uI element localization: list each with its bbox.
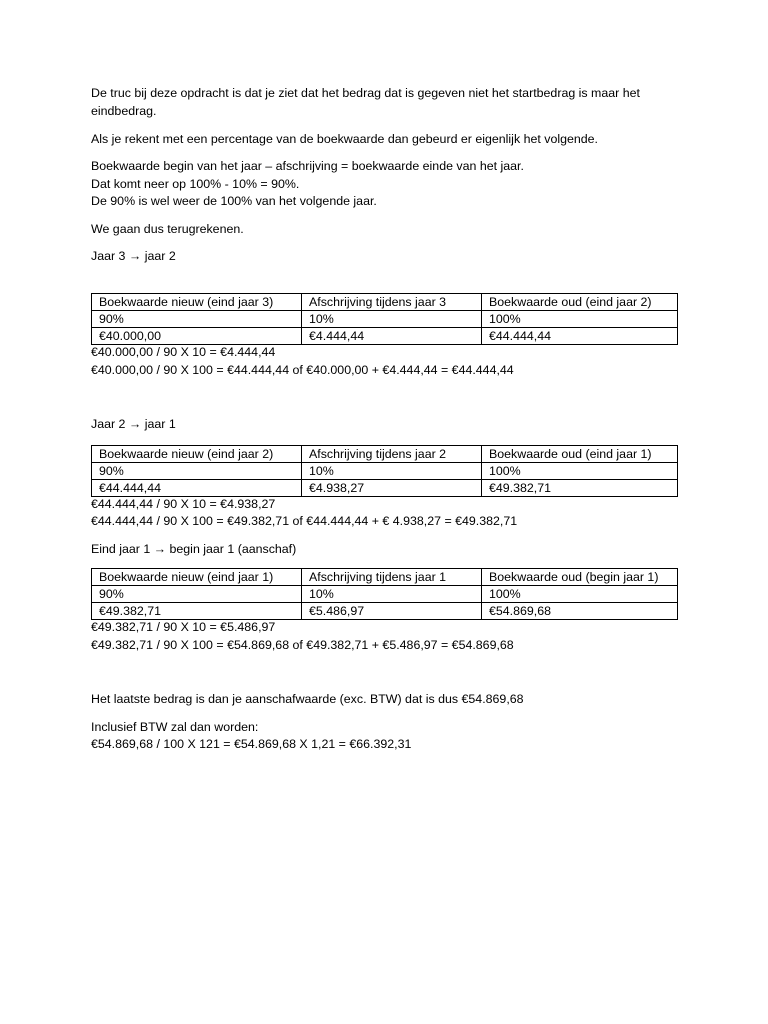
table-row (92, 463, 678, 480)
table-header-cell: Boekwaarde nieuw (eind jaar 1) (92, 569, 302, 586)
table-cell: 90% (92, 463, 302, 480)
intro-line-2: eindbedrag. (91, 104, 157, 118)
section-3-heading: Eind jaar 1 → begin jaar 1 (aanschaf) (91, 542, 297, 556)
intro-line-7: We gaan dus terugrekenen. (91, 222, 244, 236)
section-3-table (91, 568, 678, 620)
table-cell: 100% (482, 586, 678, 603)
section-3-calc-2: €49.382,71 / 90 X 100 = €54.869,68 of €49.382,71 + €5.486,97 = €54.869,68 (91, 638, 514, 652)
table-cell: 10% (302, 586, 482, 603)
table-cell: 100% (482, 463, 678, 480)
table-row (92, 586, 678, 603)
table-cell: €44.444,44 (482, 328, 678, 345)
table-header-cell: Afschrijving tijdens jaar 3 (302, 294, 482, 311)
table-cell: €40.000,00 (92, 328, 302, 345)
table-cell: €5.486,97 (302, 603, 482, 620)
conclusion-line-2: Inclusief BTW zal dan worden: (91, 720, 259, 734)
section-1-calc-1: €40.000,00 / 90 X 10 = €4.444,44 (91, 345, 276, 359)
table-cell: €49.382,71 (482, 480, 678, 497)
intro-line-1: De truc bij deze opdracht is dat je ziet dat het bedrag dat is gegeven niet het startbedrag is maar het (91, 86, 640, 100)
table-cell: 10% (302, 463, 482, 480)
table-cell: €4.938,27 (302, 480, 482, 497)
table-row (92, 311, 678, 328)
intro-line-4: Boekwaarde begin van het jaar – afschrijving = boekwaarde einde van het jaar. (91, 159, 524, 173)
intro-line-5: Dat komt neer op 100% - 10% = 90%. (91, 177, 300, 191)
table-cell: 90% (92, 586, 302, 603)
table-header-cell: Boekwaarde oud (eind jaar 1) (482, 446, 678, 463)
section-1-heading: Jaar 3 → jaar 2 (91, 249, 176, 263)
conclusion-line-3: €54.869,68 / 100 X 121 = €54.869,68 X 1,21 = €66.392,31 (91, 737, 412, 751)
section-2-heading: Jaar 2 → jaar 1 (91, 417, 176, 431)
table-cell: €44.444,44 (92, 480, 302, 497)
table-header-row (92, 294, 678, 311)
table-row (92, 603, 678, 620)
table-cell: 10% (302, 311, 482, 328)
section-2-calc-1: €44.444,44 / 90 X 10 = €4.938,27 (91, 497, 276, 511)
table-cell: €49.382,71 (92, 603, 302, 620)
table-row (92, 480, 678, 497)
section-1-calc-2: €40.000,00 / 90 X 100 = €44.444,44 of €40.000,00 + €4.444,44 = €44.444,44 (91, 363, 514, 377)
intro-line-6: De 90% is wel weer de 100% van het volgende jaar. (91, 194, 377, 208)
section-2-table (91, 445, 678, 497)
table-row (92, 328, 678, 345)
table-header-row (92, 569, 678, 586)
table-header-row (92, 446, 678, 463)
intro-line-3: Als je rekent met een percentage van de boekwaarde dan gebeurd er eigenlijk het volgende. (91, 132, 598, 146)
conclusion-line-1: Het laatste bedrag is dan je aanschafwaarde (exc. BTW) dat is dus €54.869,68 (91, 692, 524, 706)
table-header-cell: Boekwaarde oud (eind jaar 2) (482, 294, 678, 311)
table-cell: 100% (482, 311, 678, 328)
table-header-cell: Boekwaarde nieuw (eind jaar 2) (92, 446, 302, 463)
section-2-calc-2: €44.444,44 / 90 X 100 = €49.382,71 of €44.444,44 + € 4.938,27 = €49.382,71 (91, 514, 518, 528)
table-cell: €54.869,68 (482, 603, 678, 620)
table-header-cell: Afschrijving tijdens jaar 1 (302, 569, 482, 586)
table-cell: 90% (92, 311, 302, 328)
table-cell: €4.444,44 (302, 328, 482, 345)
table-header-cell: Boekwaarde nieuw (eind jaar 3) (92, 294, 302, 311)
table-header-cell: Afschrijving tijdens jaar 2 (302, 446, 482, 463)
table-header-cell: Boekwaarde oud (begin jaar 1) (482, 569, 678, 586)
section-1-table (91, 293, 678, 345)
section-3-calc-1: €49.382,71 / 90 X 10 = €5.486,97 (91, 620, 276, 634)
